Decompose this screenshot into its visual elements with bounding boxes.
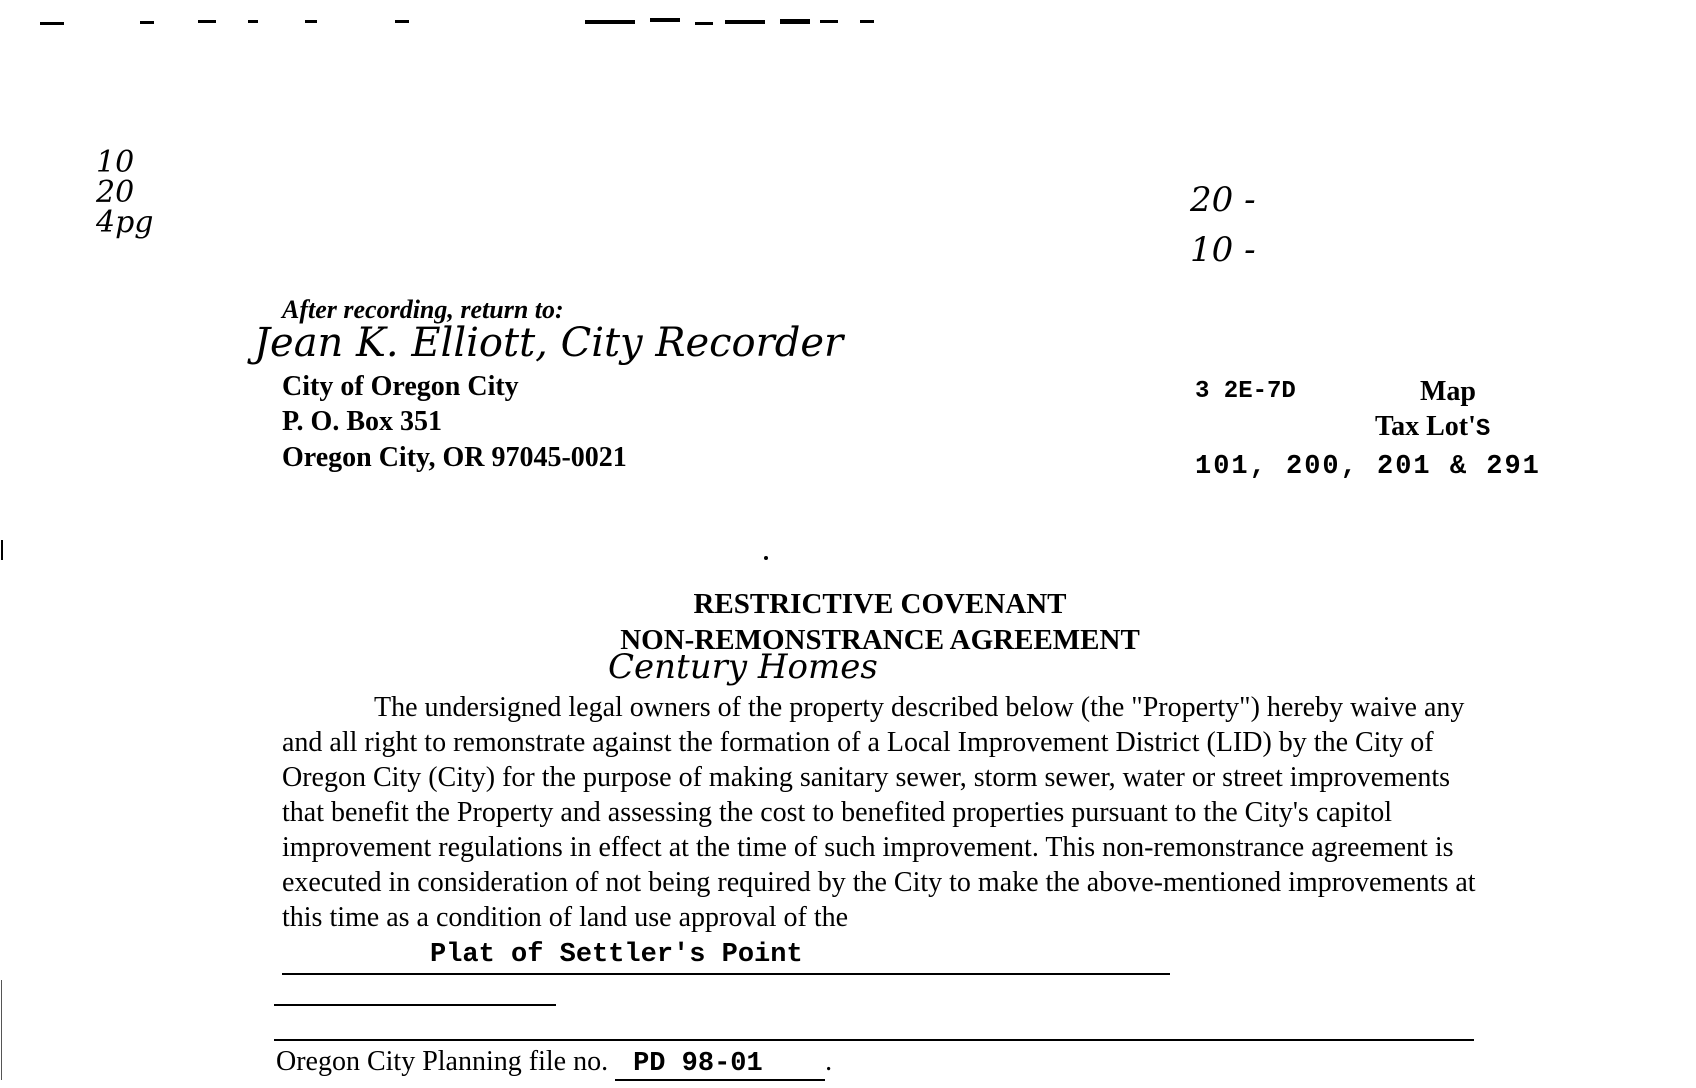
scan-left-edge bbox=[0, 540, 4, 1080]
tally-note bbox=[1190, 175, 1256, 275]
tax-lot-numbers: 101, 200, 201 & 291 bbox=[1195, 452, 1541, 482]
covenant-paragraph bbox=[282, 690, 1482, 975]
address-line: Oregon City, OR 97045-0021 bbox=[282, 442, 627, 473]
map-number: 3 2E-7D bbox=[1195, 378, 1296, 405]
planning-file-blank bbox=[615, 1046, 825, 1081]
blank-line bbox=[274, 1039, 1474, 1041]
address-line: P. O. Box 351 bbox=[282, 406, 442, 437]
tally-line: 20 - bbox=[1190, 180, 1256, 220]
address-line: City of Oregon City bbox=[282, 371, 519, 402]
planning-file-line bbox=[276, 1046, 832, 1081]
scan-dot bbox=[764, 556, 768, 560]
plat-name: Plat of Settler's Point bbox=[430, 940, 803, 970]
return-heading: After recording, return to: bbox=[282, 295, 564, 324]
document-subtitle: NON-REMONSTRANCE AGREEMENT bbox=[620, 624, 1140, 656]
scan-artifact-marks bbox=[40, 8, 940, 32]
tax-lot-label bbox=[1375, 411, 1490, 443]
recorder-signature: Jean K. Elliott, City Recorder bbox=[254, 320, 844, 366]
planning-file-number: PD 98-01 bbox=[633, 1049, 763, 1079]
tax-lot-suffix: S bbox=[1475, 416, 1491, 443]
handwritten-insert: Century Homes bbox=[608, 647, 878, 687]
planning-file-suffix: . bbox=[825, 1046, 833, 1077]
tax-lot-label-text: Tax Lot' bbox=[1375, 411, 1476, 442]
blank-line bbox=[274, 1004, 556, 1006]
map-label: Map bbox=[1420, 376, 1476, 407]
plat-blank bbox=[282, 935, 1170, 975]
covenant-text: The undersigned legal owners of the property described below (the "Property") hereby waive any and all right to remonstrate against the formation of a Local Improvement District (LID) by the City of Oregon City (City) for the purpose of making sanitary sewer, storm sewer, water or street improvements that benefit the Property and assessing the cost to benefited properties pursuant to the City's capitol improvement regulations in effect at the time of such improvement. This non-remonstrance agreement is executed in consideration of not being required by the City to make the above-mentioned improvements at this time as a condition of land use approval of the bbox=[282, 692, 1476, 933]
margin-note: 10 20 4pg bbox=[96, 145, 154, 240]
planning-file-label: Oregon City Planning file no. bbox=[276, 1046, 609, 1077]
tally-line: 10 - bbox=[1190, 230, 1256, 270]
document-title: RESTRICTIVE COVENANT bbox=[693, 588, 1067, 620]
